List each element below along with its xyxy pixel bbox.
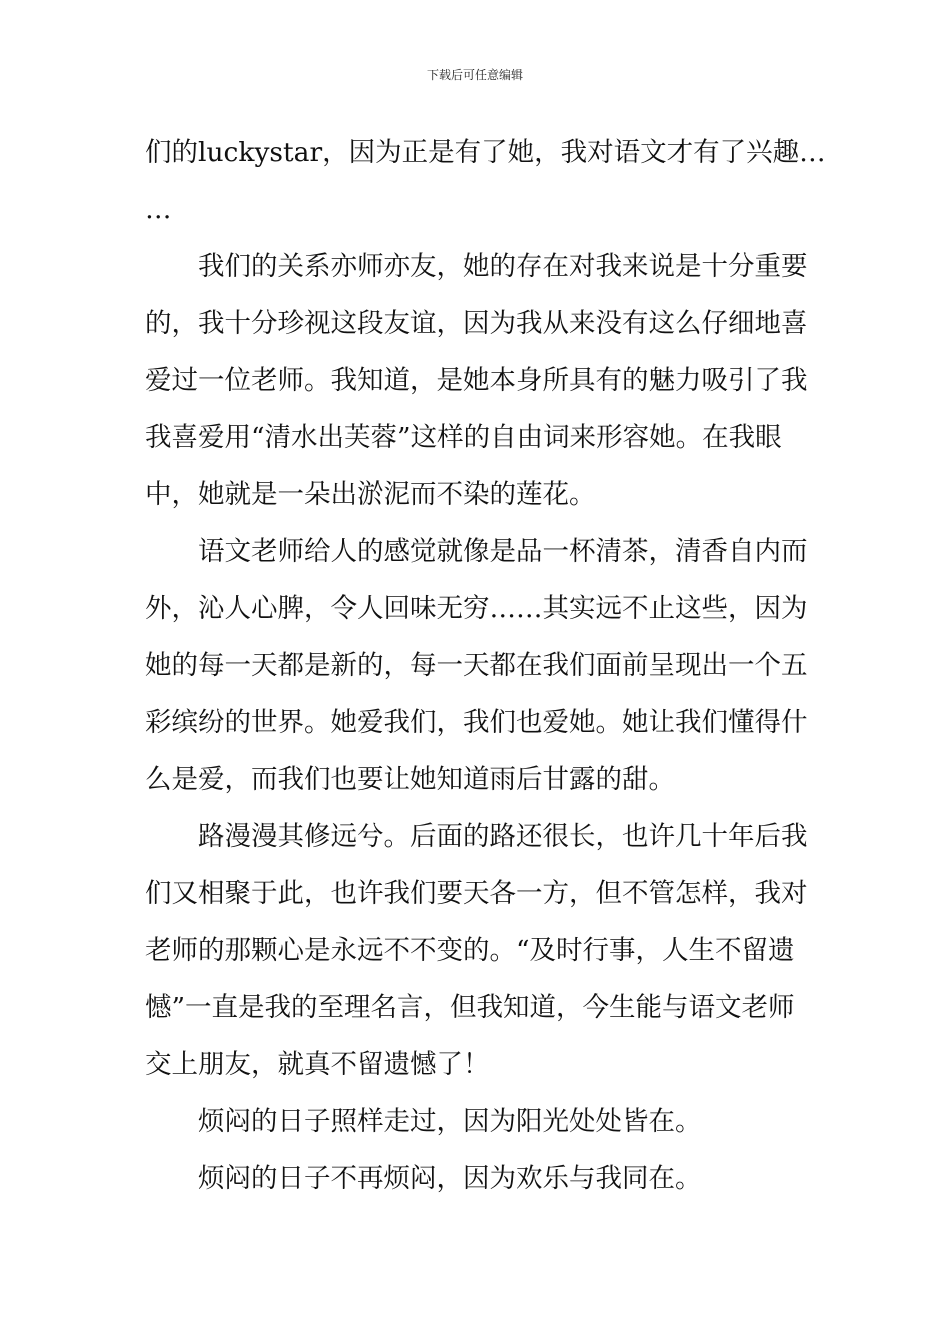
page-header: 下载后可任意编辑: [426, 68, 523, 82]
text-line: 们的luckystar，因为正是有了她，我对语文才有了兴趣…: [145, 137, 826, 168]
paragraph-start-line: 烦闷的日子照样走过，因为阳光处处皆在。: [198, 1106, 702, 1137]
paragraph-start-line: 我们的关系亦师亦友，她的存在对我来说是十分重要: [198, 251, 808, 282]
text-line: 爱过一位老师。我知道，是她本身所具有的魅力吸引了我: [145, 365, 808, 396]
paragraph-start-line: 烦闷的日子不再烦闷，因为欢乐与我同在。: [198, 1163, 702, 1194]
text-line: 彩缤纷的世界。她爱我们，我们也爱她。她让我们懂得什: [145, 707, 808, 738]
text-line: 我喜爱用“清水出芙蓉”这样的自由词来形容她。在我眼: [145, 422, 782, 453]
text-line: 憾”一直是我的至理名言，但我知道，今生能与语文老师: [145, 992, 795, 1023]
text-line: 么是爱，而我们也要让她知道雨后甘露的甜。: [145, 764, 675, 795]
text-line: 中，她就是一朵出淤泥而不染的莲花。: [145, 479, 596, 510]
text-line: 们又相聚于此，也许我们要天各一方，但不管怎样，我对: [145, 878, 808, 909]
document-body: [145, 124, 826, 1207]
paragraph-start-line: 路漫漫其修远兮。后面的路还很长，也许几十年后我: [198, 821, 808, 852]
paragraph-start-line: 语文老师给人的感觉就像是品一杯清茶，清香自内而: [198, 536, 808, 567]
text-line: …: [145, 194, 172, 225]
text-line: 的，我十分珍视这段友谊，因为我从来没有这么仔细地喜: [145, 308, 808, 339]
text-line: 交上朋友，就真不留遗憾了！: [145, 1049, 490, 1080]
text-line: 老师的那颗心是永远不不变的。“及时行事，人生不留遗: [145, 935, 795, 966]
text-line: 外，沁人心脾，令人回味无穷……其实远不止这些，因为: [145, 593, 808, 624]
text-line: 她的每一天都是新的，每一天都在我们面前呈现出一个五: [145, 650, 808, 681]
